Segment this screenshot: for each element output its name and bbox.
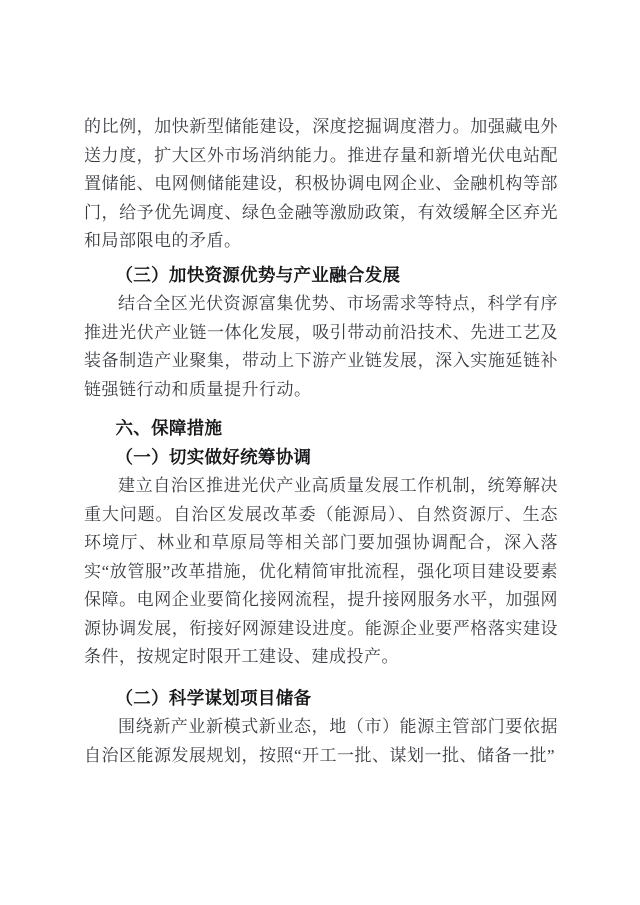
body-paragraph: 建立自治区推进光伏产业高质量发展工作机制，统筹解决重大问题。自治区发展改革委（能源局）、自然资源厅、生态环境厅、林业和草原局等相关部门要加强协调配合，深入落实“放管服”改革措施，优化精简审批流程，强化项目建设要素保障。电网企业要简化接网流程，提升接网服务水平，加强网源协调发展，衔接好网源建设进度。能源企业要严格落实建设条件，按规定时限开工建设、建成投产。 [84, 476, 558, 666]
body-paragraph: 围绕新产业新模式新业态，地（市）能源主管部门要依据自治区能源发展规划，按照“开工一批、谋划一批、储备一批” [84, 717, 558, 765]
section-heading-2-project-reserve-planning: （二）科学谋划项目储备 [115, 688, 312, 709]
body-paragraph-continuation: 的比例，加快新型储能建设，深度挖掘调度潜力。加强藏电外送力度，扩大区外市场消纳能力。推进存量和新增光伏电站配置储能、电网侧储能建设，积极协调电网企业、金融机构等部门，给予优先调度、绿色金融等激励政策，有效缓解全区弃光和局部限电的矛盾。 [84, 117, 558, 250]
section-heading-1-overall-coordination: （一）切实做好统筹协调 [115, 447, 312, 468]
body-paragraph: 结合全区光伏资源富集优势、市场需求等特点，科学有序推进光伏产业链一体化发展，吸引带动前沿技术、先进工艺及装备制造产业聚集，带动上下游产业链发展，深入实施延链补链强链行动和质量提升行动。 [84, 294, 558, 399]
section-heading-3-resource-industry-fusion: （三）加快资源优势与产业融合发展 [115, 265, 401, 286]
section-heading-6-safeguard-measures: 六、保障措施 [115, 419, 223, 439]
